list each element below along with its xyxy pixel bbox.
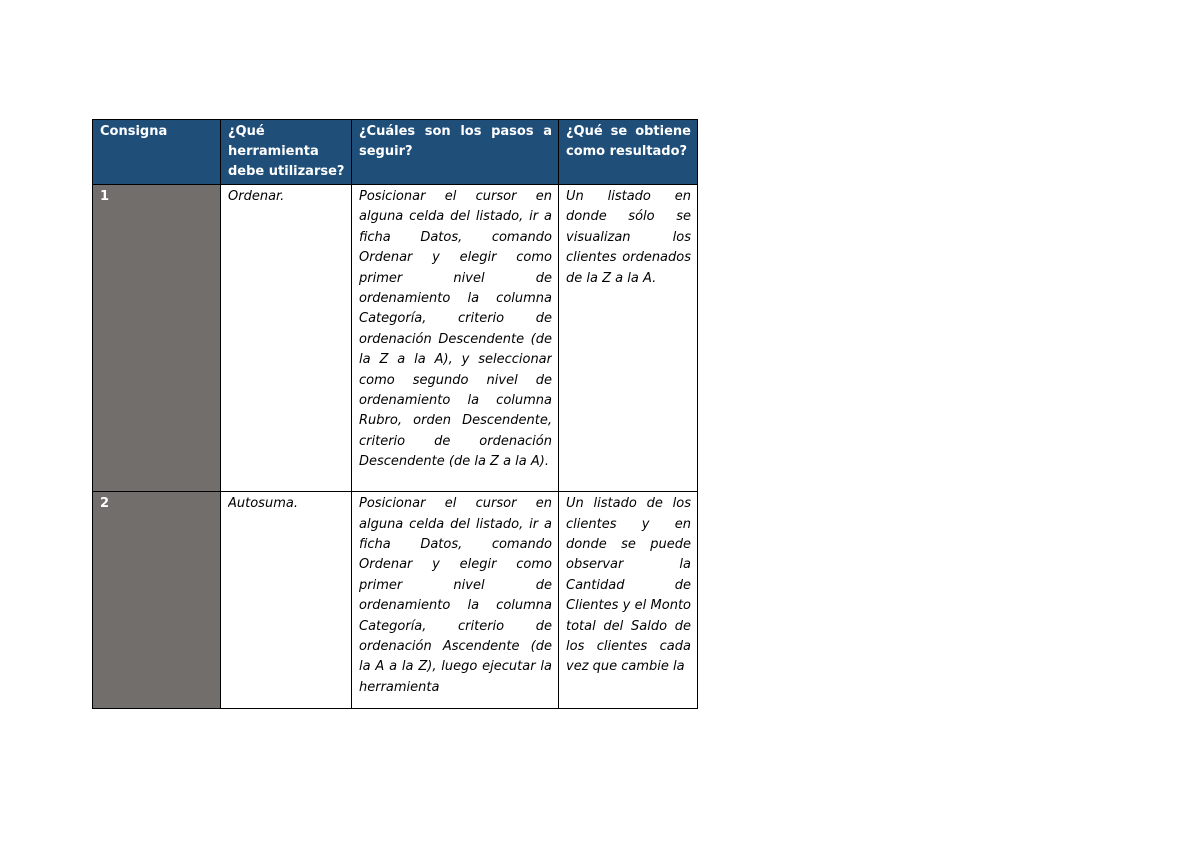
consigna-number: 2: [100, 496, 110, 512]
herramienta-text: Ordenar.: [228, 189, 285, 204]
resultado-text: Un listado de los clientes y en donde se puede observar la Cantidad de Clientes y el Monto total del Saldo de los clientes cada vez que cambie la: [566, 496, 691, 675]
resultado-cell: [559, 185, 698, 492]
table-header-row: [93, 120, 698, 185]
resultado-text: Un listado en donde sólo se visualizan los clientes ordenados de la Z a la A.: [566, 189, 691, 286]
herramienta-text: Autosuma.: [228, 496, 298, 512]
pasos-text: Posicionar el cursor en alguna celda del listado, ir a ficha Datos, comando Ordenar y elegir como primer nivel de ordenamiento la columna Categoría, criterio de ordenación Descendente (de la Z a la A), y seleccionar como segundo nivel de ordenamiento la columna Rubro, orden Descendente, criterio de ordenación Descendente (de la Z a la A).: [359, 189, 552, 470]
consigna-number: 1: [100, 189, 110, 204]
table-row: [93, 492, 698, 709]
header-consigna: Consigna: [93, 120, 221, 185]
resultado-cell: [559, 492, 698, 709]
consigna-cell: [93, 492, 221, 709]
header-pasos: ¿Cuáles son los pasos a seguir?: [352, 120, 559, 185]
herramienta-cell: [221, 492, 352, 709]
table-row: [93, 185, 698, 492]
header-resultado: ¿Qué se obtiene como resultado?: [559, 120, 698, 185]
pasos-cell: [352, 185, 559, 492]
herramienta-cell: [221, 185, 352, 492]
pasos-cell: [352, 492, 559, 709]
assignment-table: [92, 119, 698, 709]
consigna-cell: [93, 185, 221, 492]
header-herramienta: ¿Qué herramienta debe utilizarse?: [221, 120, 352, 185]
pasos-text: Posicionar el cursor en alguna celda del listado, ir a ficha Datos, comando Ordenar y elegir como primer nivel de ordenamiento la columna Categoría, criterio de ordenación Ascendente (de la A a la Z), luego ejecutar la herramienta: [359, 496, 552, 695]
